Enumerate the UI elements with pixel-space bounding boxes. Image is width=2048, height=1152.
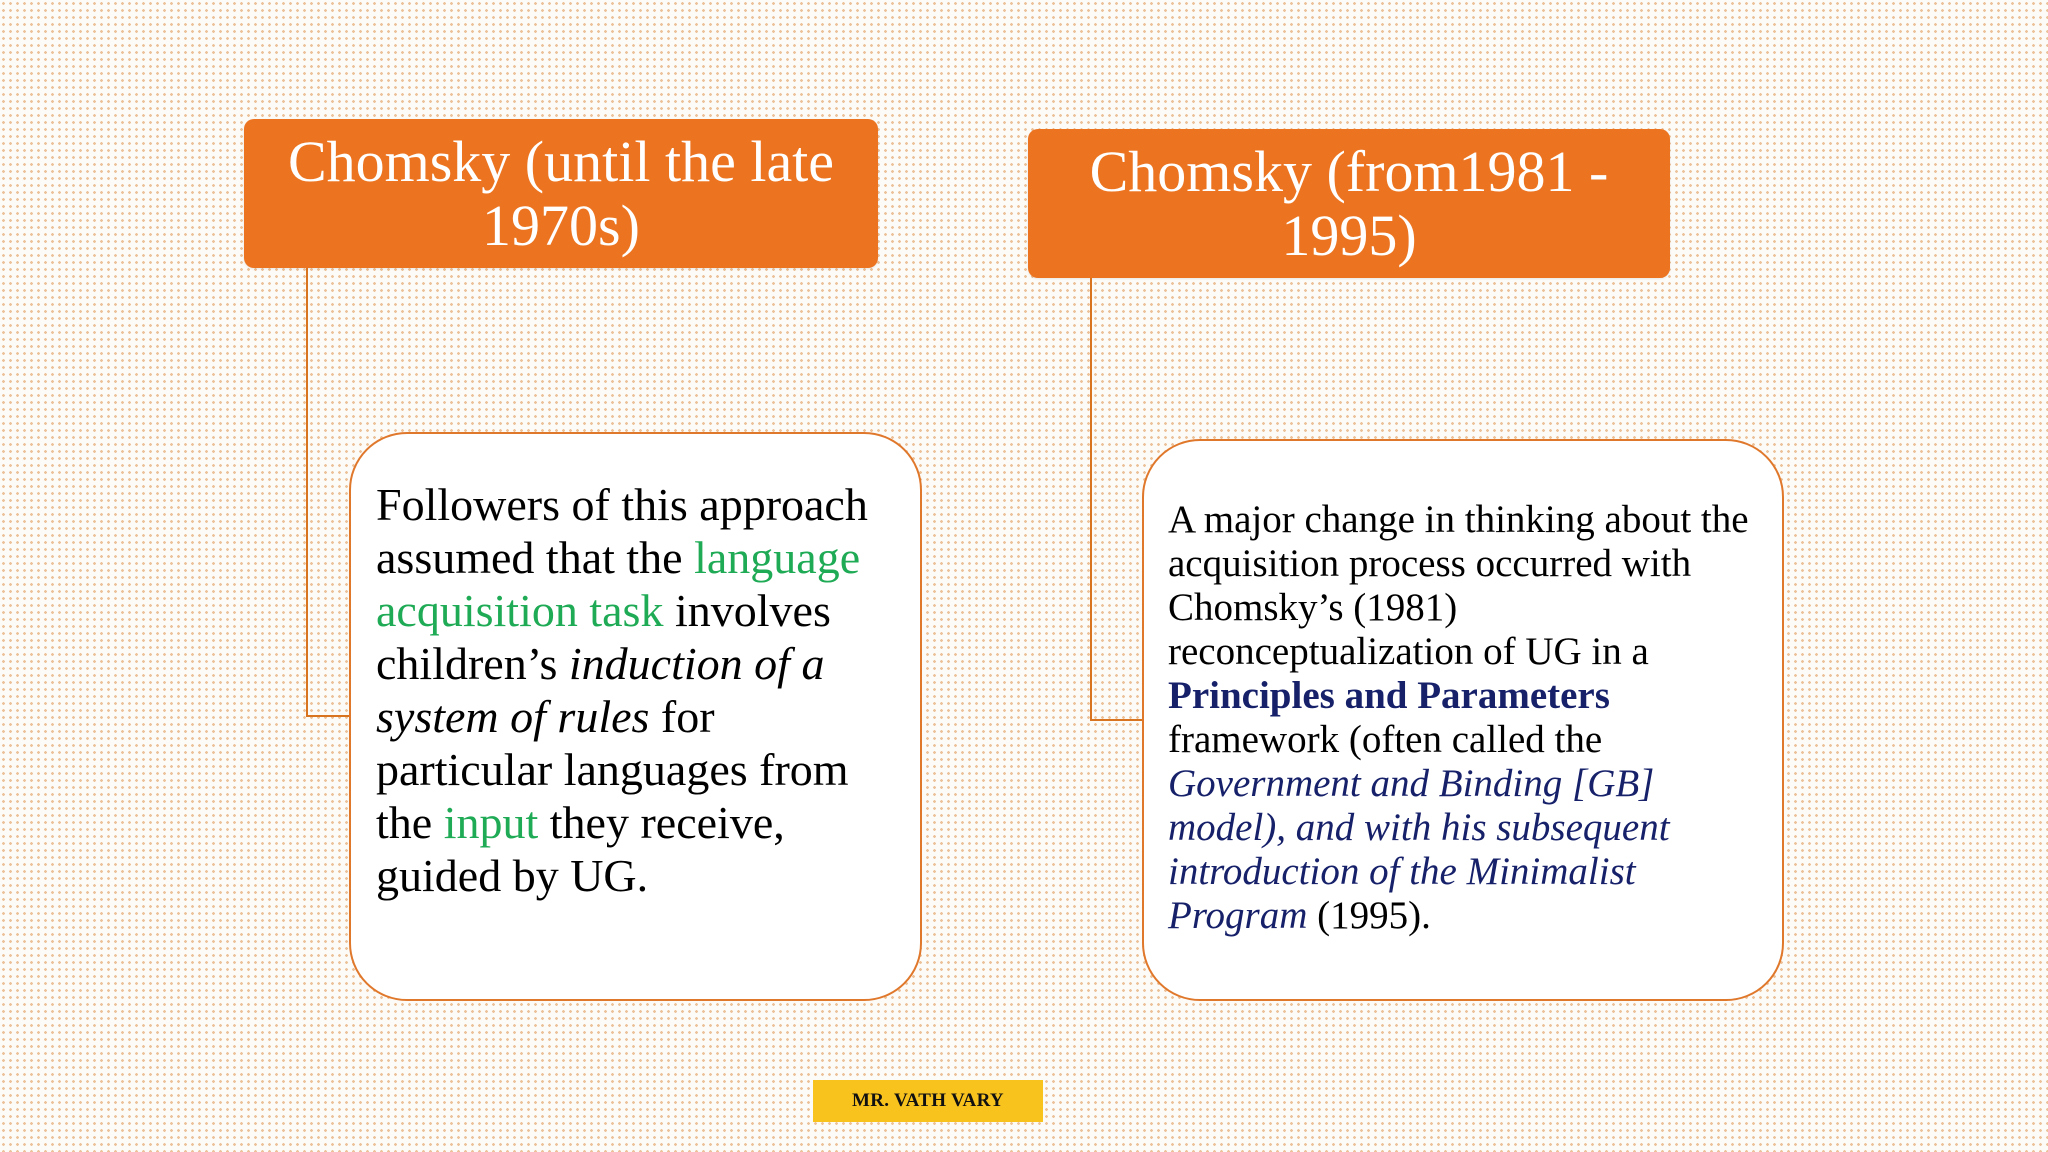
content-box-left [349,432,922,1001]
right-text-1: A major change in thinking about the acquisition process occurred with Chomsky’s (1981) reconceptualization of UG in a [1168,498,1749,673]
content-box-right [1142,439,1784,1001]
highlight-language-acquisition-task: language acquisition task [376,532,861,636]
connector-right [1090,278,1144,721]
header-right-chomsky-1981-1995 [1028,129,1670,278]
content-right-paragraph [1168,498,1762,938]
footer-author-badge [813,1080,1043,1122]
right-text-2: framework (often called the [1168,718,1603,761]
bold-principles-and-parameters: Principles and Parameters [1168,674,1610,717]
header-left-chomsky-until-1970s [244,119,878,268]
left-text-4: they receive, guided by UG. [376,797,785,901]
header-right-text: Chomsky (from1981 - 1995) [1089,138,1609,268]
content-left-paragraph [376,478,900,902]
italic-induction-of-rules: induction of a system of rules [376,638,825,742]
right-text-3: (1995). [1307,894,1431,937]
header-left-text: Chomsky (until the late 1970s) [287,128,835,258]
left-text-2: involves children’s [376,585,831,689]
footer-author-text: MR. VATH VARY [852,1090,1004,1111]
left-text-1: Followers of this approach assumed that the [376,479,868,583]
left-text-3: for particular languages from the [376,691,849,848]
italic-government-binding-minimalist: Government and Binding [GB] model), and with his subsequent introduction of the Minimalist Program [1168,762,1670,937]
highlight-input: input [443,797,539,848]
connector-left [306,268,352,717]
